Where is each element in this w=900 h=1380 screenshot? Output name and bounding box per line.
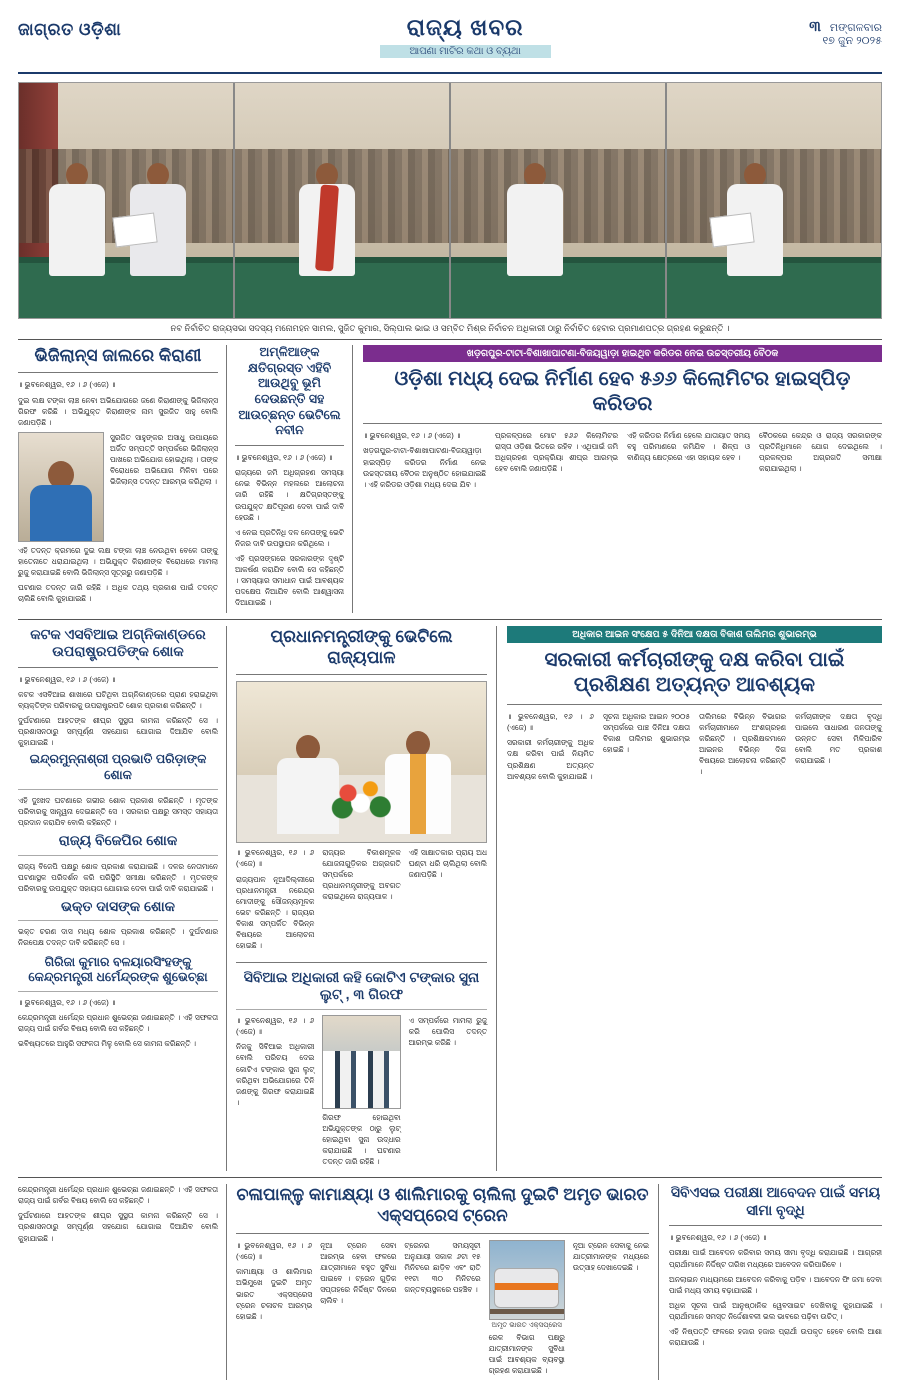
paragraph: ରାଜ୍ୟର ବିକାଶମୂଳକ ଯୋଜନାଗୁଡ଼ିକର ଅଗ୍ରଗତି ସମ୍ପର୍କରେ ପ୍ରଧାନମନ୍ତ୍ରୀଙ୍କୁ ଅବଗତ କରାଇଥିଲେ ରାଜ୍ୟପାଳ ।: [322, 848, 401, 902]
paragraph: ଏହି ନିଷ୍ପତ୍ତି ଫଳରେ ହଜାର ହଜାର ପ୍ରାର୍ଥୀ ଉପକୃତ ହେବେ ବୋଲି ଆଶା କରାଯାଉଛି ।: [669, 1327, 882, 1348]
masthead-center: [121, 14, 809, 59]
subheadline: ଭକ୍ତ ଦାସଙ୍କ ଶୋକ: [61, 897, 175, 914]
publication-logo: ଜାଗ୍ରତ ଓଡ଼ିଶା: [18, 20, 122, 39]
paragraph: ବୈଠକରେ କେନ୍ଦ୍ର ଓ ରାଜ୍ୟ ସରକାରଙ୍କ ପ୍ରତିନିଧିମାନେ ଯୋଗ ଦେଇଥିଲେ । ପ୍ରକଳ୍ପର ଅଗ୍ରଗତି ସମୀକ୍ଷା କରାଯାଇଥିଲା ।: [759, 431, 882, 474]
paragraph: ଦୁର୍ଘଟଣାରେ ଆହତଙ୍କ ଶୀଘ୍ର ସୁସ୍ଥତା କାମନା କରିଛନ୍ତି ସେ । ପ୍ରଶାସନଠାରୁ ସମ୍ପୂର୍ଣ୍ଣ ସହଯୋଗ ଯୋଗାଇ ଦିଆଯିବ ବୋଲି କୁହାଯାଇଛି ।: [18, 716, 218, 748]
subheadline: ଇନ୍ଦ୍ରମୁନ୍ନାଶ୍ରୀ ପ୍ରଭାତି ପରିଡ଼ାଙ୍କ ଶୋକ: [29, 752, 207, 783]
headline: ଗିରିଜା କୁମାର ବଳୟାରସିଂହଙ୍କୁ କେନ୍ଦ୍ରମନ୍ତ୍ରୀ ଧର୍ମେନ୍ଦ୍ରଙ୍କ ଶୁଭେଚ୍ଛା: [28, 954, 208, 985]
paragraph: କେନ୍ଦ୍ରମନ୍ତ୍ରୀ ଧର୍ମେନ୍ଦ୍ର ପ୍ରଧାନ ଶୁଭେଚ୍ଛା ଜଣାଇଛନ୍ତି । ଏହି ସଫଳତା ରାଜ୍ୟ ପାଇଁ ଗର୍ବର ବିଷୟ ବୋଲି ସେ କହିଛନ୍ତି ।: [18, 1013, 218, 1034]
headline: ପ୍ରଧାନମନ୍ତ୍ରୀଙ୍କୁ ଭେଟିଲେ ରାଜ୍ୟପାଳ: [270, 626, 453, 667]
article-photo: [18, 432, 104, 542]
photo-strip: [18, 82, 882, 319]
byline: ॥ ଭୁବନେଶ୍ୱର, ୧୬ । ୬ (ଏଜେ) ॥: [236, 1015, 315, 1036]
train-photo-caption: ଅମୃତ ଭାରତ ଏକ୍ସପ୍ରେସ: [491, 1321, 562, 1329]
photo-2: [235, 83, 449, 318]
paragraph: ଅଧିକ ସୂଚନା ପାଇଁ ଆନୁଷ୍ଠାନିକ ୱେବସାଇଟ ଦେଖିବାକୁ କୁହାଯାଇଛି । ପ୍ରାର୍ଥୀମାନେ ସମସ୍ତ ନିର୍ଦ୍ଦେଶାବଳୀ ଭଲ ଭାବରେ ପଢ଼ିବା ଉଚିତ୍ ।: [669, 1300, 882, 1322]
article-bhumi: [226, 345, 352, 612]
band-3: [18, 1184, 882, 1380]
arrest-photo: [322, 1015, 400, 1109]
paragraph: ଏହି କରିଡର ନିର୍ମାଣ ହେଲେ ଯାତାୟାତ ସମୟ ବହୁ ପରିମାଣରେ କମିଯିବ । ଶିଳ୍ପ ଓ ବାଣିଜ୍ୟ କ୍ଷେତ୍ରରେ ଏହା ସହାୟକ ହେବ ।: [627, 431, 750, 463]
masthead-date-block: [809, 14, 882, 48]
article-apply-date: [658, 1184, 882, 1380]
headline: ସିବିଏସଇ ପରୀକ୍ଷା ଆବେଦନ ପାଇଁ ସମୟ ସୀମା ବୃଦ୍ଧି: [670, 1184, 881, 1218]
paragraph: ରାଜ୍ୟପାଳ ନୂଆଦିଲ୍ଲୀରେ ପ୍ରଧାନମନ୍ତ୍ରୀ ନରେନ୍ଦ୍ର ମୋଦୀଙ୍କୁ ସୌଜନ୍ୟମୂଳକ ଭେଟ କରିଛନ୍ତି । ରାଜ୍ୟର ବିକାଶ ସମ୍ପର୍କିତ ବିଭିନ୍ନ ବିଷୟରେ ଆଲୋଚନା ହୋଇଛି ।: [236, 874, 315, 951]
headline: ଅମ୍ଳିଆଙ୍କ କ୍ଷତିଗ୍ରସ୍ତ ଏହିବି ଆଉଥିବୁ ଭୂମି ଦେଉଛନ୍ତି ସହ ଆଉଚ୍ଛନ୍ତ ଭେଟିଲେ ନବୀନ: [238, 345, 341, 438]
headline: କଟକ ଏସବିଆଇ ଅଗ୍ନିକାଣ୍ଡରେ ଉପରାଷ୍ଟ୍ରପତିଙ୍କ ଶୋକ: [30, 625, 206, 659]
photo-3: [451, 83, 665, 318]
paragraph: ଖଡ଼ଗପୁର-ଟାଟା-ବିଶାଖାପାଟଣା-ବିଜୟୱାଡ଼ା ହାଇସ୍ପିଡ଼ କରିଡର ନିର୍ମାଣ ନେଇ ଉଚ୍ଚସ୍ତରୀୟ ବୈଠକ ଅନୁଷ୍ଠିତ ହୋଇଯାଇଛି । ଏହି କରିଡର ଓଡ଼ିଶା ମଧ୍ୟ ଦେଇ ଯିବ ।: [363, 446, 486, 489]
article-condolences: [18, 626, 226, 1172]
headline: ସରକାରୀ କର୍ମଚାରୀଙ୍କୁ ଦକ୍ଷ କରିବା ପାଇଁ ପ୍ରଶିକ୍ଷଣ ଅତ୍ୟନ୍ତ ଆବଶ୍ୟକ: [544, 648, 845, 696]
byline: ॥ ଭୁବନେଶ୍ୱର, ୧୬ । ୬ (ଏଜେ) ॥: [236, 1240, 313, 1261]
page-title: ରାଜ୍ୟ ଖବର: [406, 14, 524, 40]
paragraph: କର୍ମଚାରୀଙ୍କ ଦକ୍ଷତା ବୃଦ୍ଧି ପାଇଲେ ସାଧାରଣ ଜନତାଙ୍କୁ ଉନ୍ନତ ସେବା ମିଳିପାରିବ ବୋଲି ମତ ପ୍ରକାଶ କରାଯାଇଛି ।: [795, 711, 882, 765]
paragraph: ସୂଚନା ଅଧିକାର ଆଇନ ୨୦୦୫ ସମ୍ପର୍କରେ ପାଞ୍ଚ ଦିନିଆ ଦକ୍ଷତା ବିକାଶ ତାଲିମର ଶୁଭାରମ୍ଭ ହୋଇଛି ।: [603, 711, 690, 754]
byline: ॥ ଭୁବନେଶ୍ୱର, ୧୬ । ୬ (ଏଜେ) ॥: [18, 380, 116, 390]
band-2: [18, 626, 882, 1172]
issue-date: ୧୭ ଜୁନ ୨୦୨୫: [822, 35, 882, 47]
paragraph: ଦୁଇ ଲକ୍ଷ ଟଙ୍କା ଲାଞ୍ଚ ନେବା ଅଭିଯୋଗରେ ଜଣେ କିରାଣୀଙ୍କୁ ଭିଜିଲାନ୍ସ ଗିରଫ କରିଛି । ଅଭିଯୁକ୍ତ କିରାଣୀଙ୍କ ନାମ ସୁରଜିତ ସାହୁ ବୋଲି ଜଣାପଡ଼ିଛି ।: [18, 395, 218, 427]
paragraph: ଏହି ପ୍ରସଙ୍ଗରେ ସରକାରଙ୍କ ଦୃଷ୍ଟି ଆକର୍ଷଣ କରାଯିବ ବୋଲି ସେ କହିଛନ୍ତି । ସମସ୍ୟାର ସମାଧାନ ପାଇଁ ଆବଶ୍ୟକ ପଦକ୍ଷେପ ନିଆଯିବ ବୋଲି ଆଶ୍ୱାସନା ଦିଆଯାଇଛି ।: [235, 553, 344, 608]
band-1: [18, 345, 882, 612]
band3-left-continued: [18, 1184, 226, 1380]
paragraph: କାମାକ୍ଷ୍ୟା ଓ ଶାଲିମାର ଅଭିମୁଖେ ଦୁଇଟି ଅମୃତ ଭାରତ ଏକ୍ସପ୍ରେସ ଟ୍ରେନ ଚଳାଚଳ ଆରମ୍ଭ ହୋଇଛି ।: [236, 1267, 313, 1321]
paragraph: ଏହି ଦୁଃଖଦ ଘଟଣାରେ ଗଭୀର ଶୋକ ପ୍ରକାଶ କରିଛନ୍ତି । ମୃତଙ୍କ ପରିବାରକୁ ସାନ୍ତ୍ୱନା ଦେଇଛନ୍ତି ସେ । ସରକାର ପକ୍ଷରୁ ସମସ୍ତ ସହାୟତା ପ୍ରଦାନ କରାଯିବ ବୋଲି କହିଛନ୍ତି ।: [18, 795, 218, 827]
paragraph: ରେଳ ବିଭାଗ ପକ୍ଷରୁ ଯାତ୍ରୀମାନଙ୍କ ସୁବିଧା ପାଇଁ ଆବଶ୍ୟକ ବ୍ୟବସ୍ଥା ଗ୍ରହଣ କରାଯାଇଛି ।: [488, 1332, 565, 1375]
paragraph: ଟ୍ରେନର ସମୟସୂଚୀ ଅନୁଯାୟୀ ସକାଳ ୬ଟା ୧୫ ମିନିଟରେ ଛାଡ଼ିବ ଏବଂ ରାତି ୧୧ଟା ୩୦ ମିନିଟରେ ଗନ୍ତବ୍ୟସ୍ଥଳରେ ପହଞ୍ଚିବ ।: [404, 1240, 481, 1295]
paragraph: ଗିରଫ ହୋଇଥିବା ଅଭିଯୁକ୍ତଙ୍କ ଠାରୁ ଲୁଟ୍ ହୋଇଥିବା ସୁନା ଉଦ୍ଧାର କରାଯାଇଛି । ଘଟଣାର ତଦନ୍ତ ଜାରି ରହିଛି ।: [322, 1112, 401, 1166]
paragraph: ରାଜ୍ୟ ବିଜେପି ପକ୍ଷରୁ ଶୋକ ପ୍ରକାଶ କରାଯାଇଛି । ଦଳର ନେତାମାନେ ଘଟଣାସ୍ଥଳ ପରିଦର୍ଶନ କରି ପରିସ୍ଥିତି ସମୀକ୍ଷା କରିଛନ୍ତି । ମୃତକଙ୍କ ପରିବାରକୁ ଉପଯୁକ୍ତ ସହାୟତା ଯୋଗାଇ ଦେବା ପାଇଁ ଦାବି କରାଯାଇଛି ।: [18, 861, 218, 893]
paragraph: ସୁରଜିତ ସାହୁଙ୍କର ଅସାଧୁ ଉପାୟରେ ଅର୍ଜିତ ସମ୍ପତ୍ତି ସମ୍ପର୍କରେ ଭିଜିଲାନ୍ସ ପାଖରେ ଅଭିଯୋଗ ହୋଇଥିଲା । ତାଙ୍କ ବିରୋଧରେ ଅଭିଯୋଗ ମିଳିବା ପରେ ଭିଜିଲାନ୍ସ ତଦନ୍ତ ଆରମ୍ଭ କରିଥିଲା ।: [110, 433, 218, 487]
kicker: ଅଧିକାର ଆଇନ ସଂକ୍ଷେପ ୫ ଦିନିଆ ଦକ୍ଷତା ବିକାଶ ତାଲିମର ଶୁଭାରମ୍ଭ: [507, 626, 882, 643]
paragraph: କଟକ ଏସବିଆଇ ଶାଖାରେ ଘଟିଥିବା ଅଗ୍ନିକାଣ୍ଡରେ ପ୍ରାଣ ହରାଇଥିବା ବ୍ୟକ୍ତିଙ୍କ ପରିବାରକୁ ଉପରାଷ୍ଟ୍ରପତି ଶୋକ ପ୍ରକାଶ କରିଛନ୍ତି ।: [18, 689, 218, 710]
byline: ॥ ଭୁବନେଶ୍ୱର, ୧୬ । ୬ (ଏଜେ) ॥: [235, 452, 333, 462]
article-vigilance: [18, 345, 226, 612]
article-train: [226, 1184, 658, 1380]
paragraph: ଦୁର୍ଘଟଣାରେ ଆହତଙ୍କ ଶୀଘ୍ର ସୁସ୍ଥତା କାମନା କରିଛନ୍ତି ସେ । ପ୍ରଶାସନଠାରୁ ସମ୍ପୂର୍ଣ୍ଣ ସହଯୋଗ ଯୋଗାଇ ଦିଆଯିବ ବୋଲି କୁହାଯାଇଛି ।: [18, 1211, 218, 1243]
masthead: [18, 14, 882, 74]
subheadline: ରାଜ୍ୟ ବିଜେପିର ଶୋକ: [58, 832, 178, 849]
byline: ॥ ଭୁବନେଶ୍ୱର, ୧୬ । ୬ (ଏଜେ) ॥: [18, 997, 116, 1007]
photo-strip-caption: ନବ ନିର୍ବାଚିତ ରାଜ୍ୟସଭା ସଦସ୍ୟ ମନୋମହନ ସାମଲ, ସୁଜିତ କୁମାର, ସିଲ୍ପାଲ ଭାଇ ଓ ସମ୍ବିତ ମିଶ୍ର ନିର୍ବାଚନ ଅଧିକାରୀ ଠାରୁ ନିର୍ବାଚିତ ହେବାର ପ୍ରମାଣପତ୍ର ଗ୍ରହଣ କରୁଛନ୍ତି ।: [18, 319, 882, 340]
paragraph: କେନ୍ଦ୍ରମନ୍ତ୍ରୀ ଧର୍ମେନ୍ଦ୍ର ପ୍ରଧାନ ଶୁଭେଚ୍ଛା ଜଣାଇଛନ୍ତି । ଏହି ସଫଳତା ରାଜ୍ୟ ପାଇଁ ଗର୍ବର ବିଷୟ ବୋଲି ସେ କହିଛନ୍ତି ।: [18, 1185, 218, 1206]
byline: ॥ ଭୁବନେଶ୍ୱର, ୧୬ । ୬ (ଏଜେ) ॥: [363, 431, 461, 441]
headline: ଭିଜିଲାନ୍ସ ଜାଲରେ କିରାଣୀ: [34, 346, 202, 366]
photo-4: [667, 83, 881, 318]
train-photo: [489, 1240, 565, 1320]
paragraph: ଏହି ତଦନ୍ତ କ୍ରମରେ ଦୁଇ ଲକ୍ଷ ଟଙ୍କା ଲାଞ୍ଚ ନେଉଥିବା ବେଳେ ତାଙ୍କୁ ହାତେନାତେ ଧରାଯାଇଥିଲା । ଅଭିଯୁକ୍ତ କିରାଣୀଙ୍କ ବିରୋଧରେ ମାମଲା ରୁଜୁ କରାଯାଇଛି ବୋଲି ଭିଜିଲାନ୍ସ ସୂତ୍ରରୁ ଜଣାପଡ଼ିଛି ।: [18, 546, 218, 578]
photo-1: [19, 83, 233, 318]
paragraph: ଏ ସମ୍ପର୍କରେ ମାମଲା ରୁଜୁ କରି ପୋଲିସ ତଦନ୍ତ ଆରମ୍ଭ କରିଛି ।: [408, 1015, 487, 1047]
pm-meeting-photo: [236, 681, 487, 843]
headline: ଚଳାପାଳ୍ଳୁ କାମାକ୍ଷ୍ୟା ଓ ଶାଲିମାରକୁ ଚାଲିଲା ଦୁଇଟି ଅମୃତ ଭାରତ ଏକ୍ସପ୍ରେସ ଟ୍ରେନ: [236, 1185, 649, 1226]
paragraph: ତାଲିମରେ ବିଭିନ୍ନ ବିଭାଗର କର୍ମଚାରୀମାନେ ଅଂଶଗ୍ରହଣ କରିଛନ୍ତି । ପ୍ରଶିକ୍ଷକମାନେ ଆଇନର ବିଭିନ୍ନ ଦିଗ ବିଷୟରେ ଆଲୋଚନା କରିଛନ୍ତି ।: [699, 711, 786, 777]
paragraph: ନିଜକୁ ସିବିଆଇ ଅଧିକାରୀ ବୋଲି ପରିଚୟ ଦେଇ କୋଟିଏ ଟଙ୍କାର ସୁନା ଲୁଟ୍ କରିଥିବା ଅଭିଯୋଗରେ ତିନି ଜଣଙ୍କୁ ଗିରଫ କରାଯାଇଛି ।: [236, 1042, 315, 1107]
page-number: ୩: [809, 18, 821, 35]
paragraph: ରାଜ୍ୟରେ ଜମି ଅଧିଗ୍ରହଣ ସମସ୍ୟା ନେଇ ବିଭିନ୍ନ ମହଲରେ ଆଲୋଚନା ଜାରି ରହିଛି । କ୍ଷତିଗ୍ରସ୍ତଙ୍କୁ ଉପଯୁକ୍ତ କ୍ଷତିପୂରଣ ଦେବା ପାଇଁ ଦାବି ହେଉଛି ।: [235, 468, 344, 522]
article-training: [496, 626, 882, 1172]
article-highway: [352, 345, 882, 612]
paragraph: ଭବିଷ୍ୟତରେ ଆହୁରି ସଫଳତା ମିଳୁ ବୋଲି ସେ କାମନା କରିଛନ୍ତି ।: [18, 1039, 196, 1049]
paragraph: ଅନଲାଇନ ମାଧ୍ୟମରେ ଆବେଦନ କରିବାକୁ ପଡ଼ିବ । ଆବେଦନ ଫି ଜମା ଦେବା ପାଇଁ ମଧ୍ୟ ସମୟ ବଢ଼ାଯାଇଛି ।: [669, 1274, 882, 1295]
weekday: ମଙ୍ଗଳବାର: [829, 22, 882, 34]
headline: ସିବିଆଇ ଅଧିକାରୀ କହି କୋଟିଏ ଟଙ୍କାର ସୁନା ଲୁଟ୍ , ୩ ଗିରଫ: [243, 968, 480, 1003]
headline: ଓଡ଼ିଶା ମଧ୍ୟ ଦେଇ ନିର୍ମାଣ ହେବ ୫୬୬ କିଲୋମିଟର ହାଇସ୍ପିଡ଼ କରିଡର: [394, 368, 851, 416]
byline: ॥ ଭୁବନେଶ୍ୱର, ୧୬ । ୬ (ଏଜେ) ॥: [236, 848, 315, 869]
paragraph: ସରକାରୀ କର୍ମଚାରୀଙ୍କୁ ଅଧିକ ଦକ୍ଷ କରିବା ପାଇଁ ନିୟମିତ ପ୍ରଶିକ୍ଷଣ ଅତ୍ୟନ୍ତ ଆବଶ୍ୟକ ବୋଲି କୁହାଯାଇଛି ।: [507, 738, 594, 781]
kicker: ଖଡ଼ଗପୁର-ଟାଟା-ବିଶାଖାପାଟଣା-ବିଜୟୱାଡ଼ା ହାଇଥିବ କରିଡର ନେଇ ଉଚ୍ଚସ୍ତରୀୟ ବୈଠକ: [363, 345, 882, 362]
paragraph: ପ୍ରକଳ୍ପରେ ମୋଟ ୫୬୬ କିଲୋମିଟର ରାସ୍ତା ଓଡ଼ିଶା ଭିତରେ ରହିବ । ଏଥିପାଇଁ ଜମି ଅଧିଗ୍ରହଣ ପ୍ରକ୍ରିୟା ଶୀଘ୍ର ଆରମ୍ଭ ହେବ ବୋଲି ଜଣାପଡ଼ିଛି ।: [495, 431, 618, 474]
paragraph: ପରୀକ୍ଷା ପାଇଁ ଆବେଦନ କରିବାର ସମୟ ସୀମା ବୃଦ୍ଧି କରାଯାଇଛି । ଆଗ୍ରହୀ ପ୍ରାର୍ଥୀମାନେ ନିର୍ଦ୍ଦିଷ୍ଟ ତାରିଖ ମଧ୍ୟରେ ଆବେଦନ କରିପାରିବେ ।: [669, 1248, 882, 1269]
paragraph: ଘଟଣାର ତଦନ୍ତ ଜାରି ରହିଛି । ଅଧିକ ତଥ୍ୟ ପ୍ରକାଶ ପାଇଁ ତଦନ୍ତ ଚାଲିଛି ବୋଲି କୁହାଯାଇଛି ।: [18, 583, 218, 604]
article-pm-governor: [226, 626, 496, 1172]
masthead-subtitle: ଆପଣା ମାଟିର କଥା ଓ ବ୍ୟଥା: [380, 45, 551, 58]
byline: ॥ ଭୁବନେଶ୍ୱର, ୧୬ । ୬ (ଏଜେ) ॥: [18, 674, 116, 684]
paragraph: ନୂଆ ଟ୍ରେନ ସେବାକୁ ନେଇ ଯାତ୍ରୀମାନଙ୍କ ମଧ୍ୟରେ ଉତ୍ସାହ ଦେଖାଦେଇଛି ।: [572, 1240, 650, 1272]
paragraph: ଏ ନେଇ ପ୍ରତିନିଧି ଦଳ ନେତାଙ୍କୁ ଭେଟି ନିଜର ଦାବି ଉପସ୍ଥାପନ କରିଥିଲେ ।: [235, 527, 344, 548]
byline: ॥ ଭୁବନେଶ୍ୱର, ୧୬ । ୬ (ଏଜେ) ॥: [507, 711, 594, 732]
paragraph: ଭକ୍ତ ଚରଣ ଦାସ ମଧ୍ୟ ଶୋକ ପ୍ରକାଶ କରିଛନ୍ତି । ଦୁର୍ଘଟଣାର ନିରପେକ୍ଷ ତଦନ୍ତ ଦାବି କରିଛନ୍ତି ସେ ।: [18, 927, 218, 948]
byline: ॥ ଭୁବନେଶ୍ୱର, ୧୬ । ୬ (ଏଜେ) ॥: [669, 1233, 767, 1243]
paragraph: ଏହି ସାକ୍ଷାତକାର ପ୍ରାୟ ଅଧ ଘଣ୍ଟା ଧରି ଚାଲିଥିଲା ବୋଲି ଜଣାପଡ଼ିଛି ।: [408, 848, 487, 880]
paragraph: ନୂଆ ଟ୍ରେନ ସେବା ଆରମ୍ଭ ହେବା ଫଳରେ ଯାତ୍ରୀମାନେ ବହୁତ ସୁବିଧା ପାଇବେ । ଟ୍ରେନ ଗୁଡ଼ିକ ସପ୍ତାହରେ ନିର୍ଦ୍ଦିଷ୍ଟ ଦିନରେ ଚାଲିବ ।: [320, 1240, 397, 1306]
